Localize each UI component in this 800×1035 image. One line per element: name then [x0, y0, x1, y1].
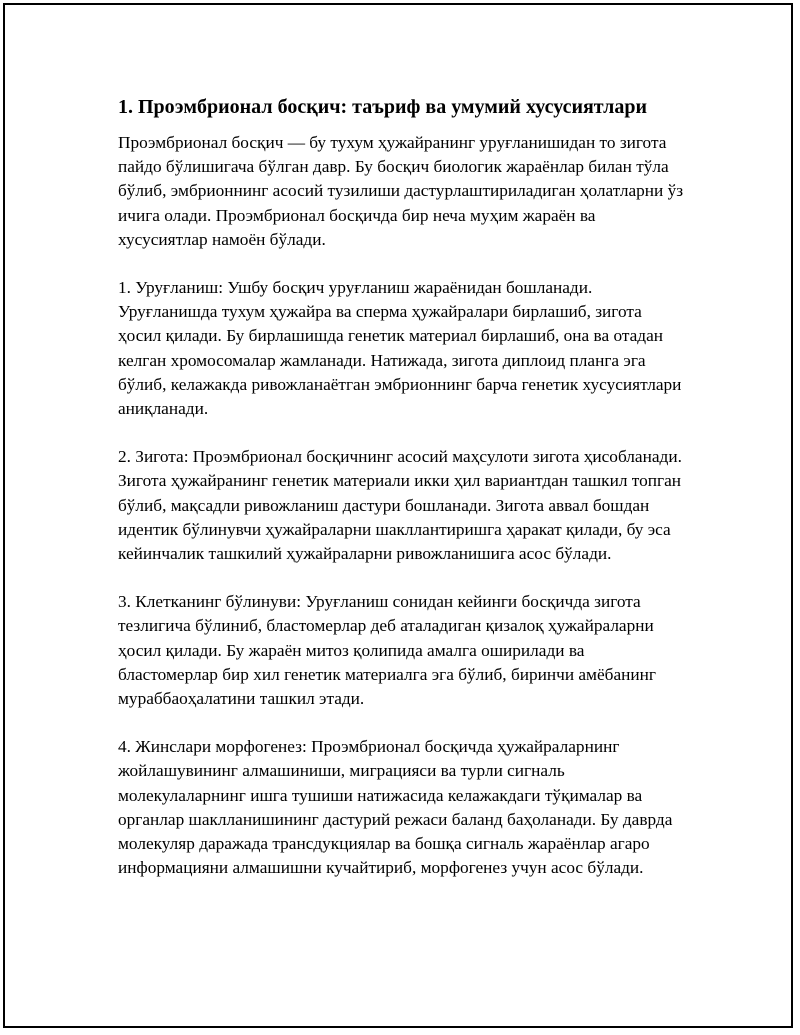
document-body — [118, 95, 688, 904]
morphogenesis-paragraph: 4. Жинслари морфогенез: Проэмбрионал босқичда ҳужайраларнинг жойлашувининг алмашиниши, миграцияси ва турли сигналь молекулаларнинг ишга тушиши натижасида келажакдаги тўқималар ва органлар шаклланишининг дастурий режаси баланд баҳоланади. Бу даврда молекуляр даражада трансдукциялар ва бошқа сигналь жараёнлар агаро информацияни алмашишни кучайтириб, морфогенез учун асос бўлади. — [118, 737, 673, 878]
fertilization-paragraph: 1. Уруғланиш: Ушбу босқич уруғланиш жараёнидан бошланади. Уруғланишда тухум ҳужайра ва сперма ҳужайралари бирлашиб, зигота ҳосил қилади. Бу бирлашишда генетик материал бирлашиб, она ва отадан келган хромосомалар жамланади. Натижада, зигота диплоид планга эга бўлиб, келажакда ривожланаётган эмбрионнинг барча генетик хусусиятлари аниқланади. — [118, 278, 682, 419]
zygote-paragraph: 2. Зигота: Проэмбрионал босқичнинг асосий маҳсулоти зигота ҳисобланади. Зигота ҳужайранинг генетик материали икки ҳил вариантдан ташкил топган бўлиб, мақсадли ривожланиш дастури бошланади. Зигота аввал бошдан идентик бўлинувчи ҳужайраларни шакллантиришга ҳаракат қилади, бу эса кейинчалик ташкилий ҳужайраларни ривожланишига асос бўлади. — [118, 447, 682, 564]
cell-division-paragraph: 3. Клетканинг бўлинуви: Уруғланиш сонидан кейинги босқичда зигота тезлигича бўлиниб, бластомерлар деб аталадиган қизалоқ ҳужайраларни ҳосил қилади. Бу жараён митоз қолипида амалга оширилади ва бластомерлар бир хил генетик материалга эга бўлиб, биринчи амёбанинг мураббаоҳалатини ташкил этади. — [118, 592, 656, 709]
intro-paragraph: Проэмбрионал босқич — бу тухум ҳужайранинг уруғланишидан то зигота пайдо бўлишигача бўлган давр. Бу босқич биологик жараёнлар билан тўла бўлиб, эмбрионнинг асосий тузилиши дастурлаштириладиган ҳолатларни ўз ичига олади. Проэмбрионал босқичда бир неча муҳим жараён ва хусусиятлар намоён бўлади. — [118, 133, 684, 249]
section-heading: 1. Проэмбрионал босқич: таъриф ва умумий хусусиятлари — [118, 96, 647, 118]
